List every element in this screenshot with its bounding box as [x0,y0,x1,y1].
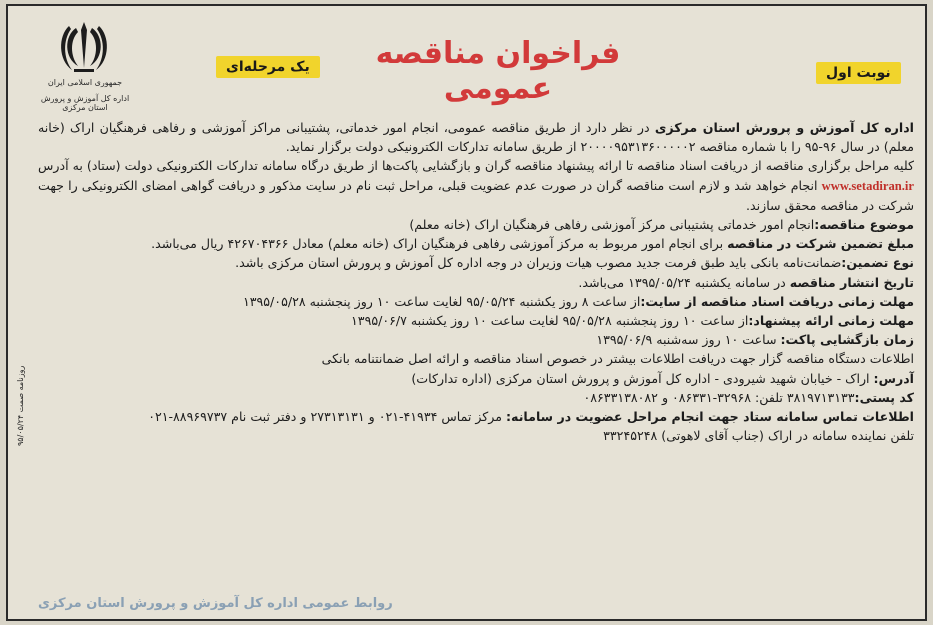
guarantee-value: برای انجام امور مربوط به مرکز آموزشی رفاهی فرهنگیان اراک (خانه معلم) معادل ۴۲۶۷۰۴۳۶۶ ریال می‌باشد. [151,236,728,252]
guarantee-type-label: نوع تضمین: [841,255,914,271]
receive-deadline-line [38,292,914,311]
submit-deadline-value: از ساعت ۱۰ روز پنجشنبه ۹۵/۰۵/۲۸ لغایت ساعت ۱۰ روز یکشنبه ۱۳۹۵/۰۶/۷ [351,313,749,329]
address-label: آدرس: [873,370,914,386]
notice-header [8,6,925,118]
rep-phone-line: تلفن نماینده سامانه در اراک (جناب آقای لاهوتی) ۳۳۲۴۵۲۴۸ [603,428,914,444]
info-line: اطلاعات دستگاه مناقصه گزار جهت دریافت اطلاعات بیشتر در خصوص اسناد مناقصه و ارائه اصل ضمانتنامه بانکی [321,351,914,367]
postal-value: ۳۸۱۹۷۱۳۱۳۳ تلفن: ۳۲۹۶۸-۰۸۶۳۳۱ و ۰۸۶۳۳۱۳۸۰۸۲ [583,389,855,405]
public-relations-footer: روابط عمومی اداره کل آموزش و پرورش استان مرکزی [38,596,393,611]
opening-value: ساعت ۱۰ روز سه‌شنبه ۱۳۹۵/۰۶/۹ [596,332,781,348]
address-value: اراک - خیابان شهید شیرودی - اداره کل آموزش و پرورش استان مرکزی (اداره تدارکات) [411,370,874,386]
org-name-line2: اداره کل آموزش و پرورش استان مرکزی [40,94,130,112]
subject-line [38,215,914,234]
notice-body [38,118,914,445]
intro-text: در نظر دارد از طریق مناقصه عمومی، انجام امور خدماتی، پشتیبانی مراکز آموزشی و رفاهی فرهنگیان اراک (خانه معلم) در سال ۹۶-۹۵ را با شماره مناقصه ۲۰۰۰۰۹۵۳۱۳۶۰۰۰۰۰۲ از طریق سامانه تدارکات الکترونیکی دولت برگزار نماید. [38,120,914,155]
badge-single-stage: یک مرحله‌ای [216,56,320,78]
iran-emblem-icon [54,16,114,76]
tender-notice [6,4,927,621]
contact-value: مرکز تماس ۴۱۹۳۴-۰۲۱ و ۲۷۳۱۳۱۳۱ و دفتر ثبت نام ۸۸۹۶۹۷۳۷-۰۲۱ [148,409,507,425]
org-name-bold: اداره کل آموزش و پرورش استان مرکزی [654,120,914,135]
procedure-text-1: کلیه مراحل برگزاری مناقصه از دریافت اسناد مناقصه تا ارائه پیشنهاد مناقصه گران و بازگشایی پاکت‌ها از طریق درگاه سامانه تدارکات الکترونیکی دولت (ستاد) به آدرس [38,158,914,174]
publish-date-line [38,273,914,292]
postal-line [38,388,914,407]
notice-title: فراخوان مناقصه عمومی [375,36,621,106]
badge-first-round: نوبت اول [816,62,901,84]
receive-deadline-label: مهلت زمانی دریافت اسناد مناقصه از سایت: [640,293,914,309]
newspaper-side-reference: روزنامه صمت ۹۵/۰۵/۲۴ [16,365,25,447]
contact-label: اطلاعات تماس سامانه ستاد جهت انجام مراحل عضویت در سامانه: [506,409,914,425]
submit-deadline-line [38,311,914,330]
guarantee-type-value: ضمانت‌نامه بانکی باید طبق فرمت جدید مصوب هیات وزیران در وجه اداره کل آموزش و پرورش استان مرکزی باشد. [235,255,842,271]
guarantee-type-line [38,253,914,272]
opening-line [38,330,914,349]
setad-url-link[interactable]: www.setadiran.ir [821,178,914,193]
postal-label: کد پستی: [854,389,914,405]
publish-date-value: در سامانه یکشنبه ۱۳۹۵/۰۵/۲۴ می‌باشد. [578,274,790,290]
procedure-text-2: انجام خواهد شد و لازم است مناقصه گران در صورت عدم عضویت قبلی، مراحل ثبت نام در سایت مذکور و دریافت گواهی امضای الکترونیکی را جهت شرکت در مناقصه محقق سازند. [38,177,914,213]
contact-line [38,407,914,426]
procedure-paragraph [38,156,914,215]
intro-paragraph [38,118,914,156]
org-name-line1: جمهوری اسلامی ایران [47,78,123,87]
guarantee-label: مبلغ تضمین شرکت در مناقصه [727,236,914,252]
submit-deadline-label: مهلت زمانی ارائه پیشنهاد: [748,313,914,329]
address-line [38,369,914,388]
subject-label: موضوع مناقصه: [814,217,914,233]
receive-deadline-value: از ساعت ۸ روز یکشنبه ۹۵/۰۵/۲۴ لغایت ساعت ۱۰ روز پنجشنبه ۱۳۹۵/۰۵/۲۸ [243,293,641,309]
subject-value: انجام امور خدماتی پشتیبانی مرکز آموزشی رفاهی فرهنگیان اراک (خانه معلم) [409,217,815,233]
opening-label: زمان بازگشایی پاکت: [780,332,914,348]
guarantee-line [38,234,914,253]
publish-date-label: تاریخ انتشار مناقصه [789,274,914,290]
